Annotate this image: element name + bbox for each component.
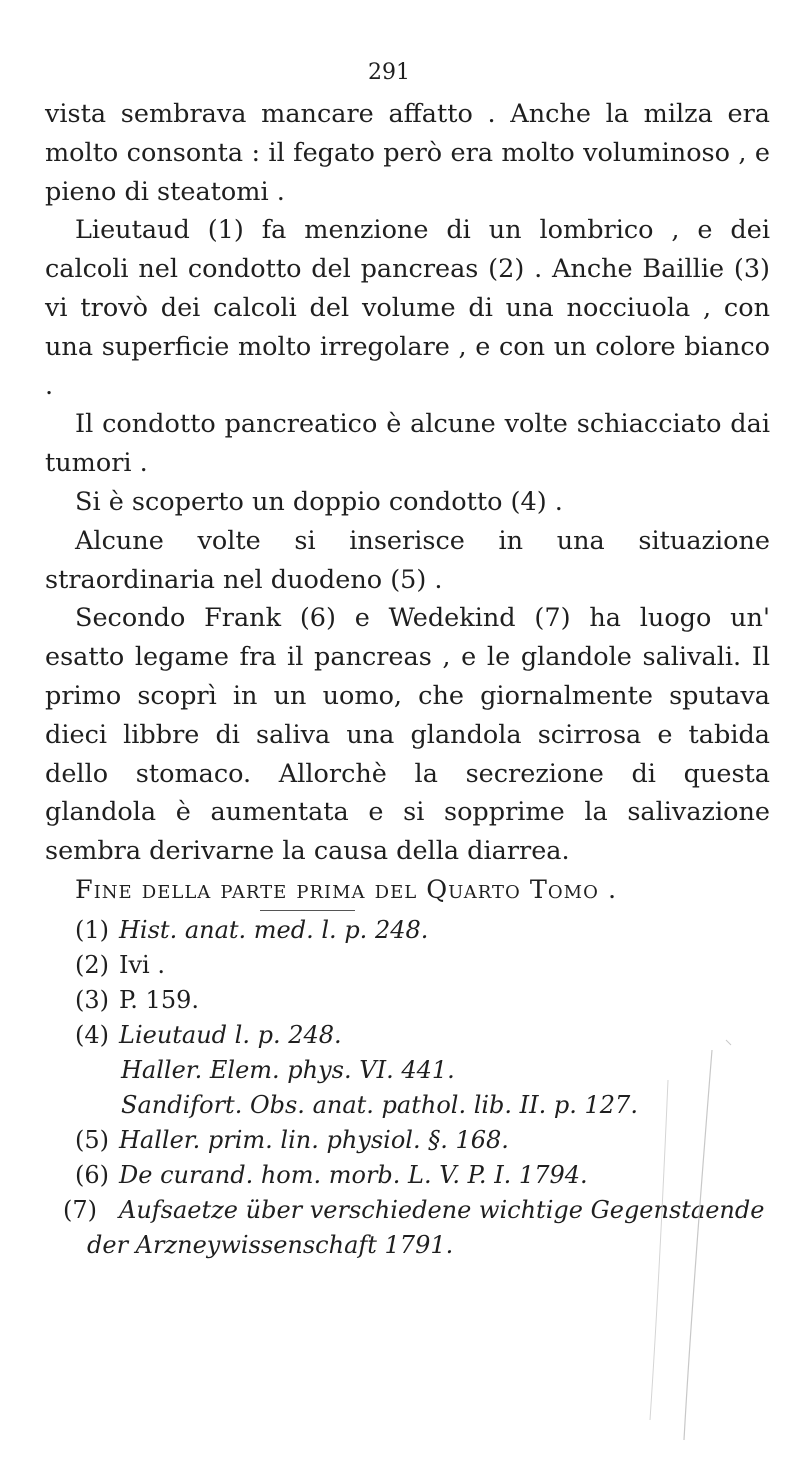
paragraph-doppio-condotto: Si è scoperto un doppio condotto (4) . — [75, 486, 563, 517]
footnote-text: De curand. hom. morb. L. V. P. I. 1794. — [119, 1160, 588, 1189]
footnote-mark: (4) — [75, 1020, 109, 1049]
footnote-text: Lieutaud l. p. 248. — [119, 1020, 342, 1049]
closing-line: Fine della parte prima del Quarto Tomo . — [75, 874, 618, 905]
paragraph-lieutaud: Lieutaud (1) fa menzione di un lombrico , e dei calcoli nel condotto del pancreas (2) . Anche Baillie (3) vi trovò dei calcoli del volume di una nocciuola , con una superficie molto irregolare , e con un colore bianco . — [45, 215, 770, 401]
paragraph-frank-wedekind: Secondo Frank (6) e Wedekind (7) ha luogo un' esatto legame fra il pancreas , e le glandole salivali. Il primo scoprì in un uomo, che giornalmente sputava dieci libbre di saliva una glandola scirrosa e tabida dello stomaco. Allorchè la secrezione di questa glandola è aumentata e si sopprime la salivazione sembra derivarne la causa della diarrea. — [45, 603, 770, 867]
footnote-text: P. 159. — [119, 985, 199, 1014]
footnote-text: Ivi . — [119, 950, 165, 979]
footnote-mark: (6) — [75, 1160, 109, 1189]
paragraph-continuation: vista sembrava mancare affatto . Anche la milza era molto consonta : il fegato però era molto voluminoso , e pieno di steatomi . — [45, 99, 770, 207]
paragraph-schiacciato: Il condotto pancreatico è alcune volte schiacciato dai tumori . — [45, 409, 770, 479]
footnote-mark: (5) — [75, 1125, 109, 1154]
footnote-text: Hist. anat. med. l. p. 248. — [119, 915, 429, 944]
footnote-mark: (7) — [63, 1195, 97, 1224]
footnote-mark: (2) — [75, 950, 109, 979]
footnote-text: Sandifort. Obs. anat. pathol. lib. II. p. 127. — [121, 1090, 638, 1119]
page-number: 291 — [368, 60, 410, 85]
footnote-text: Haller. prim. lin. physiol. §. 168. — [119, 1125, 509, 1154]
footnote-text: Aufsaetze über verschiedene wichtige Gegenstaende der Arzneywissenschaft 1791. — [87, 1195, 765, 1259]
paragraph-inserzione: Alcune volte si inserisce in una situazione straordinaria nel duodeno (5) . — [45, 525, 770, 595]
footnote-text: Haller. Elem. phys. VI. 441. — [121, 1055, 455, 1084]
footnote-mark: (1) — [75, 915, 109, 944]
footnote-mark: (3) — [75, 985, 109, 1014]
